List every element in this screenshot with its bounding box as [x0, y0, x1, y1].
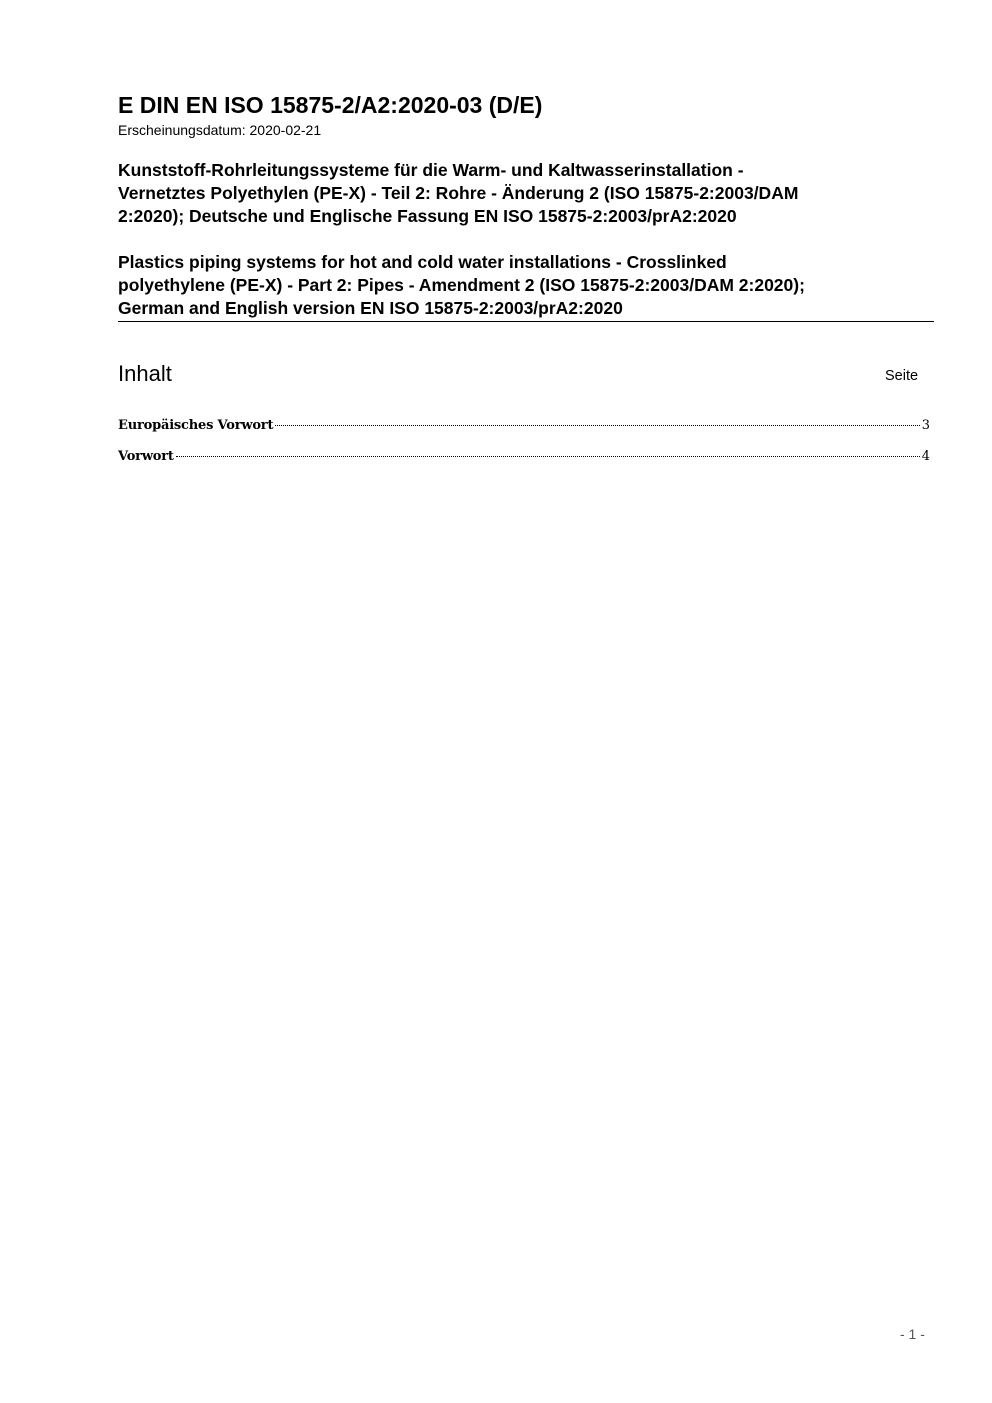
toc-dot-leader	[275, 425, 919, 426]
toc-heading: Inhalt	[118, 361, 172, 386]
document-number: E DIN EN ISO 15875-2/A2:2020-03 (D/E)	[118, 92, 543, 118]
toc-dot-leader	[176, 456, 920, 457]
title-german-line: Vernetztes Polyethylen (PE-X) - Teil 2: Rohre - Änderung 2 (ISO 15875-2:2003/DAM	[118, 183, 799, 203]
title-german-line: Kunststoff-Rohrleitungssysteme für die Warm- und Kaltwasserinstallation -	[118, 160, 744, 180]
toc-page-label: Seite	[885, 368, 919, 384]
toc-entry-page: 4	[921, 449, 930, 464]
title-english-line: polyethylene (PE-X) - Part 2: Pipes - Amendment 2 (ISO 15875-2:2003/DAM 2:2020);	[118, 275, 805, 295]
toc-entry-title: Vorwort	[118, 449, 174, 464]
page-number: - 1 -	[900, 1326, 925, 1342]
toc-entry-europaeisches-vorwort[interactable]	[118, 418, 930, 449]
toc-entry-vorwort[interactable]	[118, 449, 930, 480]
issue-date: Erscheinungsdatum: 2020-02-21	[118, 122, 322, 138]
title-divider	[118, 321, 934, 322]
title-english-line: Plastics piping systems for hot and cold water installations - Crosslinked	[118, 252, 727, 272]
toc-entry-title: Europäisches Vorwort	[118, 418, 274, 433]
title-english	[118, 251, 918, 320]
title-german	[118, 159, 918, 228]
title-english-line: German and English version EN ISO 15875-2:2003/prA2:2020	[118, 298, 623, 318]
toc-entry-page: 3	[921, 418, 930, 433]
title-german-line: 2:2020); Deutsche und Englische Fassung EN ISO 15875-2:2003/prA2:2020	[118, 206, 737, 226]
table-of-contents	[118, 418, 930, 480]
